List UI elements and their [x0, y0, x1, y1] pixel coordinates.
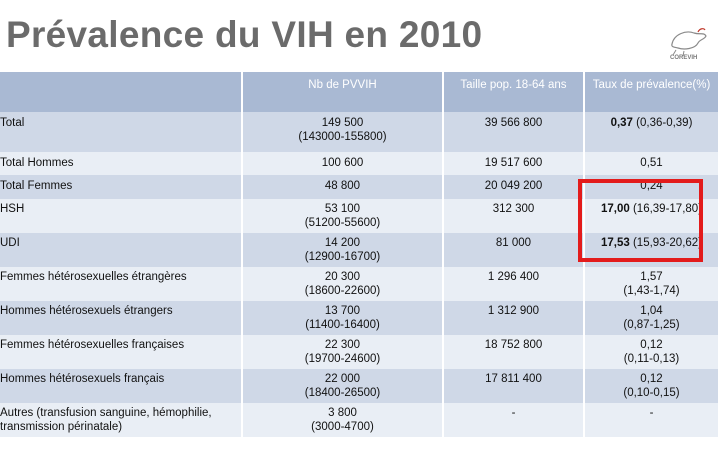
- pvvih-ci: (12900-16700): [304, 251, 381, 263]
- rate-value: 0,12: [640, 373, 663, 385]
- pvvih-cell: [241, 403, 442, 437]
- population-cell: 39 566 800: [442, 112, 583, 152]
- pvvih-ci: (18600-22600): [304, 285, 381, 297]
- rate-value: 0,37: [610, 117, 633, 129]
- pvvih-ci: (19700-24600): [304, 353, 381, 365]
- population-cell: 18 752 800: [442, 335, 583, 369]
- population-cell: 312 300: [442, 199, 583, 233]
- table-row: [0, 152, 718, 175]
- rate-cell: [583, 301, 718, 335]
- row-label: [0, 403, 241, 437]
- rate-value: 17,00: [600, 203, 630, 215]
- rate-value: 1,57: [640, 271, 663, 283]
- row-label: Hommes hétérosexuels étrangers: [0, 301, 241, 335]
- corevih-logo: [664, 24, 710, 62]
- rate-value: 0,51: [583, 152, 718, 175]
- pvvih-value: 149 500: [321, 117, 364, 129]
- table-row: [0, 267, 718, 301]
- rate-ci: (0,87-1,25): [623, 319, 680, 331]
- row-label: Total Femmes: [0, 175, 241, 199]
- population-cell: 1 312 900: [442, 301, 583, 335]
- row-label-line-2: transmission périnatale): [0, 421, 123, 433]
- pvvih-ci: (3000-4700): [311, 421, 374, 433]
- population-cell: -: [442, 403, 583, 437]
- population-cell: 20 049 200: [442, 175, 583, 199]
- row-label: HSH: [0, 199, 241, 233]
- pvvih-cell: [241, 301, 442, 335]
- rate-ci: (15,93-20,62): [632, 237, 703, 249]
- row-label: Femmes hétérosexuelles françaises: [0, 335, 241, 369]
- rate-value: 0,12: [640, 339, 663, 351]
- pvvih-value: 3 800: [328, 407, 357, 419]
- table-row: [0, 335, 718, 369]
- rate-ci: (16,39-17,80): [632, 203, 703, 215]
- pvvih-value: 53 100: [324, 203, 361, 215]
- table-row: [0, 403, 718, 437]
- pvvih-cell: [241, 369, 442, 403]
- pvvih-value: 13 700: [324, 305, 361, 317]
- rate-ci: (1,43-1,74): [623, 285, 680, 297]
- row-label: UDI: [0, 233, 241, 267]
- pvvih-cell: [241, 335, 442, 369]
- pvvih-ci: (11400-16400): [305, 319, 380, 331]
- highlight-box: [578, 179, 703, 262]
- rate-value: -: [583, 403, 718, 437]
- rate-ci: (0,36-0,39): [636, 117, 693, 129]
- pvvih-ci: (143000-155800): [298, 131, 387, 143]
- table-row: [0, 301, 718, 335]
- population-cell: 1 296 400: [442, 267, 583, 301]
- pvvih-ci: (18400-26500): [304, 387, 381, 399]
- rate-ci: (0,11-0,13): [623, 353, 680, 365]
- row-label: Total: [0, 112, 241, 152]
- row-label: Total Hommes: [0, 152, 241, 175]
- logo-text: COREVIH: [670, 55, 698, 61]
- table-row: [0, 112, 718, 152]
- rate-value: 17,53: [600, 237, 630, 249]
- pvvih-value: 100 600: [241, 152, 442, 175]
- row-label-line-1: Autres (transfusion sanguine, hémophilie,: [0, 407, 212, 419]
- rate-value: 1,04: [640, 305, 663, 317]
- header-nb-pvvih: Nb de PVVIH: [241, 72, 442, 112]
- population-cell: 81 000: [442, 233, 583, 267]
- pvvih-value: 22 300: [324, 339, 361, 351]
- pvvih-cell: [241, 112, 442, 152]
- rate-cell: [583, 335, 718, 369]
- rate-cell: [583, 369, 718, 403]
- row-label: Femmes hétérosexuelles étrangères: [0, 267, 241, 301]
- header-prevalence: Taux de prévalence(%): [583, 72, 718, 112]
- pvvih-cell: [241, 233, 442, 267]
- corevih-logo-icon: [664, 24, 710, 62]
- pvvih-cell: [241, 267, 442, 301]
- population-cell: 19 517 600: [442, 152, 583, 175]
- pvvih-ci: (51200-55600): [304, 217, 381, 229]
- header-population: Taille pop. 18-64 ans: [442, 72, 583, 112]
- pvvih-value: 22 000: [324, 373, 361, 385]
- page-title: Prévalence du VIH en 2010: [6, 14, 483, 55]
- rate-ci: (0,10-0,15): [623, 387, 680, 399]
- pvvih-value: 48 800: [241, 175, 442, 199]
- rate-cell: [583, 112, 718, 152]
- rate-cell: [583, 267, 718, 301]
- rate-value: 0,24: [583, 175, 718, 199]
- table-row: [0, 369, 718, 403]
- table-header-row: [0, 72, 718, 112]
- pvvih-cell: [241, 199, 442, 233]
- pvvih-value: 14 200: [324, 237, 361, 249]
- row-label: Hommes hétérosexuels français: [0, 369, 241, 403]
- header-corner: [0, 72, 241, 112]
- population-cell: 17 811 400: [442, 369, 583, 403]
- pvvih-value: 20 300: [324, 271, 361, 283]
